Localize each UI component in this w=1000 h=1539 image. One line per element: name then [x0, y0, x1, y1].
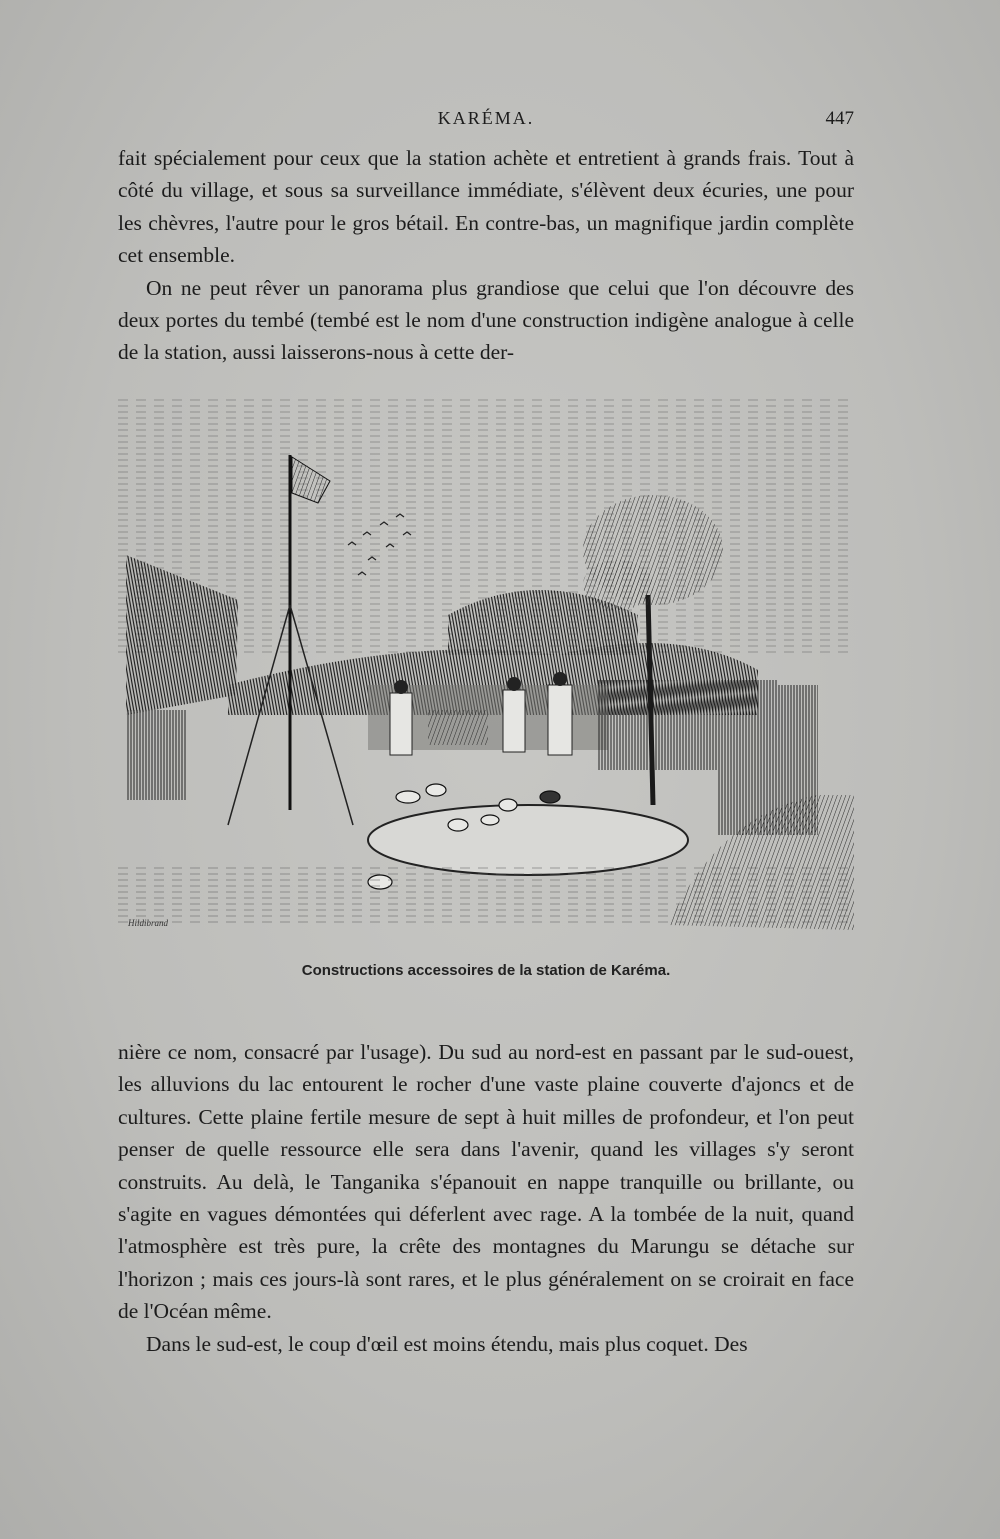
left-hut-stilts [126, 710, 186, 800]
engraver-signature: Hildibrand [128, 918, 169, 928]
figure-caption: Constructions accessoires de la station de Karéma. [301, 962, 671, 979]
pond [368, 805, 688, 875]
page-number: 447 [825, 108, 854, 129]
running-title: KARÉMA. [437, 108, 535, 128]
engraving-illustration [118, 385, 854, 940]
paragraph: nière ce nom, consacré par l'usage). Du sud au nord-est en passant par le sud-ouest, les alluvions du lac entourent le rocher d'une vaste plaine couverte d'ajoncs et de cultures. Cette plaine fertile mesure de sept à huit milles de profondeur, et l'on peut penser de quelle ressource elle sera dans l'avenir, quand les villages s'y seront construits. Au delà, le Tanganika s'épanouit en nappe tranquille ou brillante, ou s'agite en vagues démontées qui déferlent avec rage. A la tombée de la nuit, quand l'atmosphère est très pure, la crête des montagnes du Marungu se détache sur l'horizon ; mais ces jours-là sont rares, et le plus généralement on se croirait en face de l'Océan même. [118, 1040, 854, 1324]
page-header [118, 106, 854, 132]
engraving-drawing [118, 385, 854, 940]
body-text-bottom [118, 1036, 854, 1360]
paragraph: fait spécialement pour ceux que la station achète et entretient à grands frais. Tout à côté du village, et sous sa surveillance immédiate, s'élèvent deux écuries, une pour les chèvres, l'autre pour le gros bétail. En contre-bas, un magnifique jardin complète cet ensemble. [118, 146, 854, 268]
paragraph: Dans le sud-est, le coup d'œil est moins étendu, mais plus coquet. Des [146, 1331, 748, 1356]
body-text-top [118, 142, 854, 369]
paragraph: On ne peut rêver un panorama plus grandiose que celui que l'on découvre des deux portes du tembé (tembé est le nom d'une construction indigène analogue à celle de la station, aussi laisserons-nous à cette der- [118, 275, 854, 365]
